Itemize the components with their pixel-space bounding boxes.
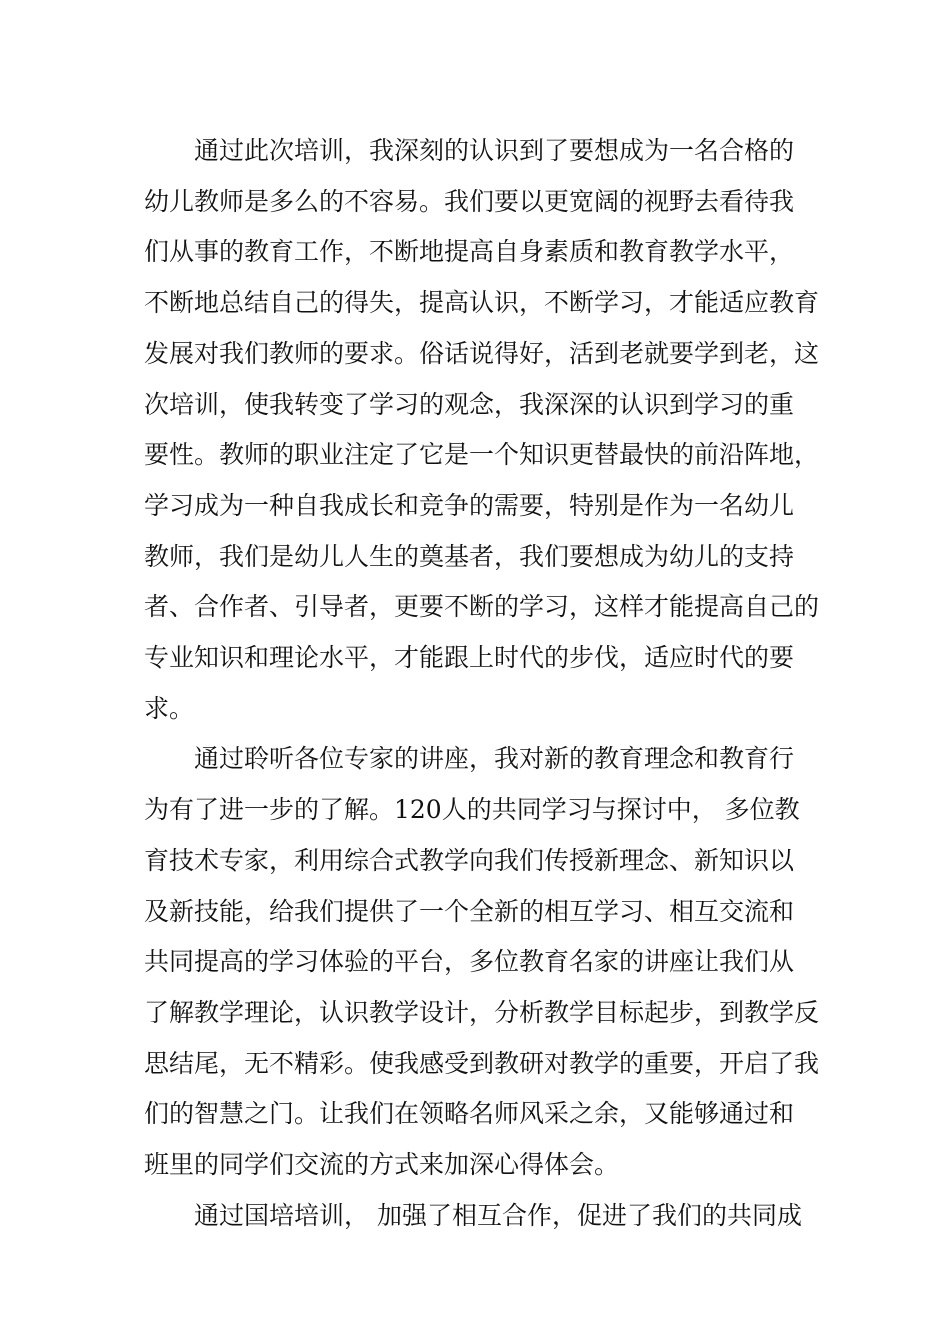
text-line: 们从事的教育工作，不断地提高自身素质和教育教学水平，	[144, 237, 795, 267]
text-line: 班里的同学们交流的方式来加深心得体会。	[144, 1150, 620, 1180]
text-line: 了解教学理论，认识教学设计，分析教学目标起步，到教学反	[144, 997, 820, 1027]
text-line: 专业知识和理论水平，才能跟上时代的步伐，适应时代的要	[144, 643, 795, 673]
text-line: 通过国培培训， 加强了相互合作，促进了我们的共同成	[144, 1200, 802, 1230]
text-line: 共同提高的学习体验的平台，多位教育名家的讲座让我们从	[144, 947, 795, 977]
text-line: 育技术专家，利用综合式教学向我们传授新理念、新知识以	[144, 845, 795, 875]
text-line: 思结尾，无不精彩。使我感受到教研对教学的重要，开启了我	[144, 1048, 820, 1078]
text-line: 发展对我们教师的要求。俗话说得好，活到老就要学到老，这	[144, 338, 820, 368]
text-line: 者、合作者、引导者，更要不断的学习，这样才能提高自己的	[144, 592, 820, 622]
text-line: 不断地总结自己的得失，提高认识，不断学习，才能适应教育	[144, 288, 820, 318]
text-line: 求。	[144, 693, 195, 723]
text-line: 为有了进一步的了解。120人的共同学习与探讨中， 多位教	[144, 795, 800, 825]
text-line: 幼儿教师是多么的不容易。我们要以更宽阔的视野去看待我	[144, 186, 795, 216]
text-line: 及新技能，给我们提供了一个全新的相互学习、相互交流和	[144, 896, 795, 926]
text-line: 教师，我们是幼儿人生的奠基者，我们要想成为幼儿的支持	[144, 541, 795, 571]
text-line: 通过此次培训，我深刻的认识到了要想成为一名合格的	[144, 136, 795, 165]
text-line: 们的智慧之门。让我们在领略名师风采之余，又能够通过和	[144, 1099, 795, 1129]
text-line: 学习成为一种自我成长和竞争的需要，特别是作为一名幼儿	[144, 490, 795, 520]
text-line: 通过聆听各位专家的讲座，我对新的教育理念和教育行	[144, 744, 795, 774]
text-line: 次培训，使我转变了学习的观念，我深深的认识到学习的重	[144, 389, 795, 419]
document-body	[144, 126, 820, 1241]
text-line: 要性。教师的职业注定了它是一个知识更替最快的前沿阵地，	[144, 440, 820, 470]
